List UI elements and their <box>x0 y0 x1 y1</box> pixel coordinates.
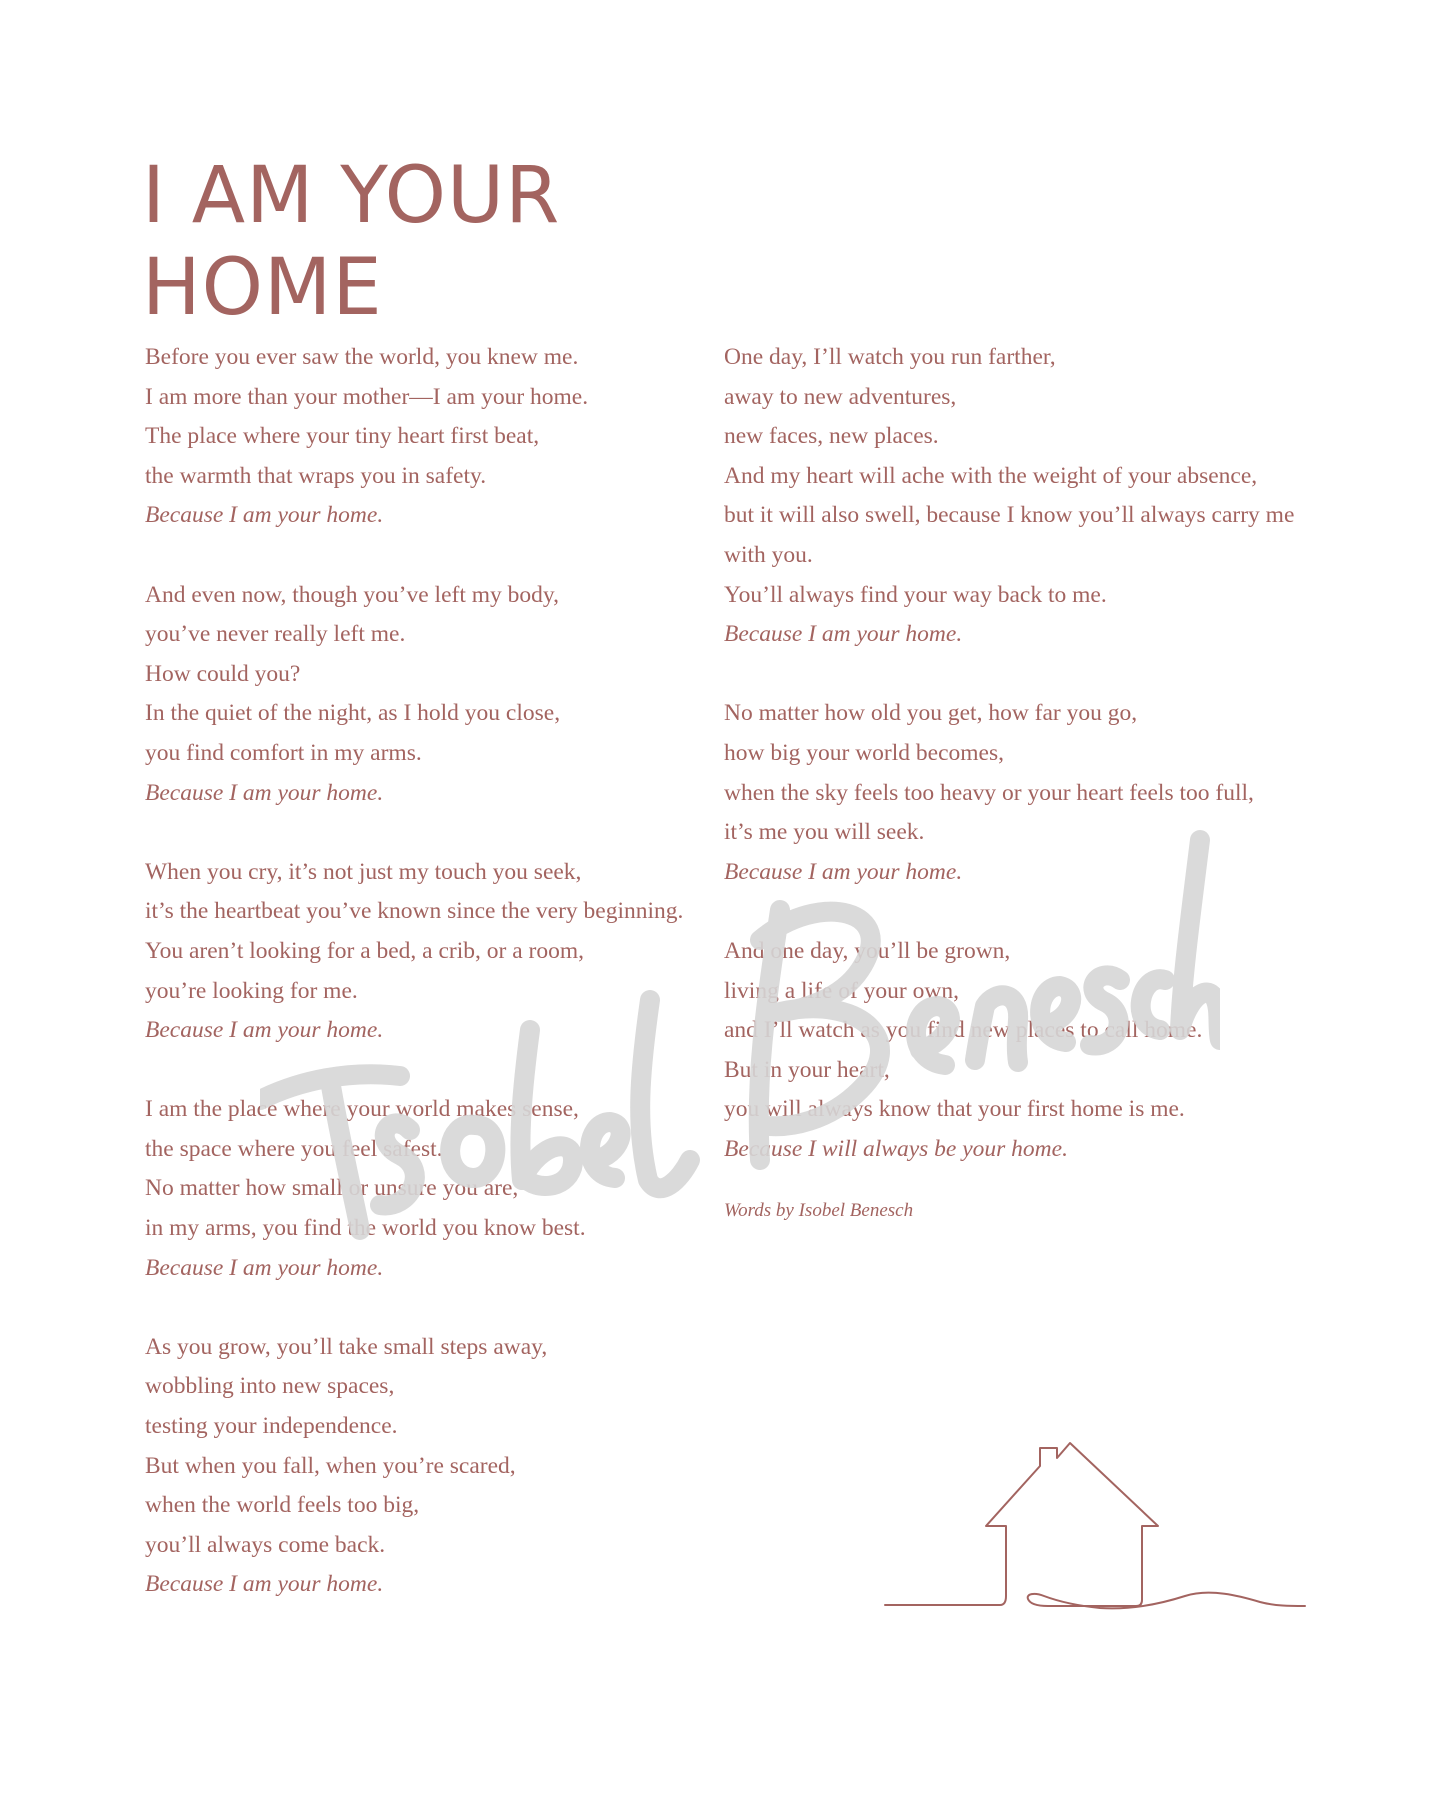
refrain-line: Because I am your home. <box>145 779 384 806</box>
poem-line: in my arms, you find the world you know best. <box>145 1215 586 1242</box>
stanza <box>145 338 715 536</box>
poem-line: The place where your tiny heart first beat, <box>145 423 540 450</box>
poem-line: it’s me you will seek. <box>724 819 925 846</box>
poem-line: But in your heart, <box>724 1056 890 1083</box>
poem-line: you’ll always come back. <box>145 1531 386 1558</box>
poem-line: new faces, new places. <box>724 423 939 450</box>
poem-line: you’ve never really left me. <box>145 621 406 648</box>
stanza <box>145 1328 715 1605</box>
poem-line: No matter how old you get, how far you go, <box>724 700 1138 727</box>
poem-line: One day, I’ll watch you run farther, <box>724 344 1056 370</box>
stanza <box>145 853 715 1051</box>
stanza <box>724 932 1324 1170</box>
poem-line: How could you? <box>145 660 301 687</box>
stanza <box>724 694 1324 892</box>
poem-line: you’re looking for me. <box>145 977 358 1004</box>
poem-line: when the sky feels too heavy or your heart feels too full, <box>724 779 1254 806</box>
poem-line: the warmth that wraps you in safety. <box>145 462 487 489</box>
poem-line: you will always know that your first home is me. <box>724 1096 1185 1123</box>
stanza <box>145 1090 715 1288</box>
refrain-line: Because I am your home. <box>145 1571 384 1598</box>
poem-line: and I’ll watch as you find new places to call home. <box>724 1017 1203 1044</box>
refrain-line: Because I am your home. <box>724 621 963 648</box>
poem-line: it’s the heartbeat you’ve known since the very beginning. <box>145 898 684 925</box>
refrain-line: Because I am your home. <box>145 502 384 529</box>
poem-line: wobbling into new spaces, <box>145 1373 395 1400</box>
refrain-line: Because I am your home. <box>145 1017 384 1044</box>
poem-line: No matter how small or unsure you are, <box>145 1175 519 1202</box>
poem-line: And even now, though you’ve left my body, <box>145 581 560 608</box>
poem-line: when the world feels too big, <box>145 1492 420 1519</box>
poem-line: But when you fall, when you’re scared, <box>145 1452 516 1479</box>
refrain-line: Because I am your home. <box>145 1254 384 1281</box>
poem-line: And my heart will ache with the weight of your absence, <box>724 462 1258 489</box>
poem-line: you find comfort in my arms. <box>145 739 422 766</box>
poem-line: You’ll always find your way back to me. <box>724 581 1107 608</box>
poem-line: away to new adventures, <box>724 383 957 410</box>
poem-line: but it will also swell, because I know you’ll always carry me <box>724 502 1295 529</box>
poem-line: I am more than your mother—I am your home. <box>145 383 589 410</box>
poem-title: I AM YOUR HOME <box>142 151 561 333</box>
right-column <box>724 338 1324 1226</box>
refrain-line: Because I will always be your home. <box>724 1135 1068 1162</box>
poem-line: When you cry, it’s not just my touch you seek, <box>145 858 582 885</box>
poem-line: In the quiet of the night, as I hold you close, <box>145 700 561 727</box>
poem-line: You aren’t looking for a bed, a crib, or a room, <box>145 937 585 964</box>
house-line-art-icon <box>880 1418 1310 1618</box>
poem-line: And one day, you’ll be grown, <box>724 937 1011 964</box>
left-column <box>145 338 715 1645</box>
stanza <box>724 338 1324 655</box>
poem-line: I am the place where your world makes sense, <box>145 1096 579 1123</box>
refrain-line: Because I am your home. <box>724 858 963 885</box>
poem-line: the space where you feel safest. <box>145 1135 443 1162</box>
poem-line: testing your independence. <box>145 1413 398 1440</box>
poem-line: with you. <box>724 541 813 568</box>
poem-line: Before you ever saw the world, you knew me. <box>145 344 579 370</box>
poem-line: how big your world becomes, <box>724 739 1004 766</box>
poem-line: living a life of your own, <box>724 977 959 1004</box>
poem-line: As you grow, you’ll take small steps away, <box>145 1333 548 1360</box>
author-credit: Words by Isobel Benesch <box>724 1200 914 1222</box>
stanza <box>145 576 715 814</box>
